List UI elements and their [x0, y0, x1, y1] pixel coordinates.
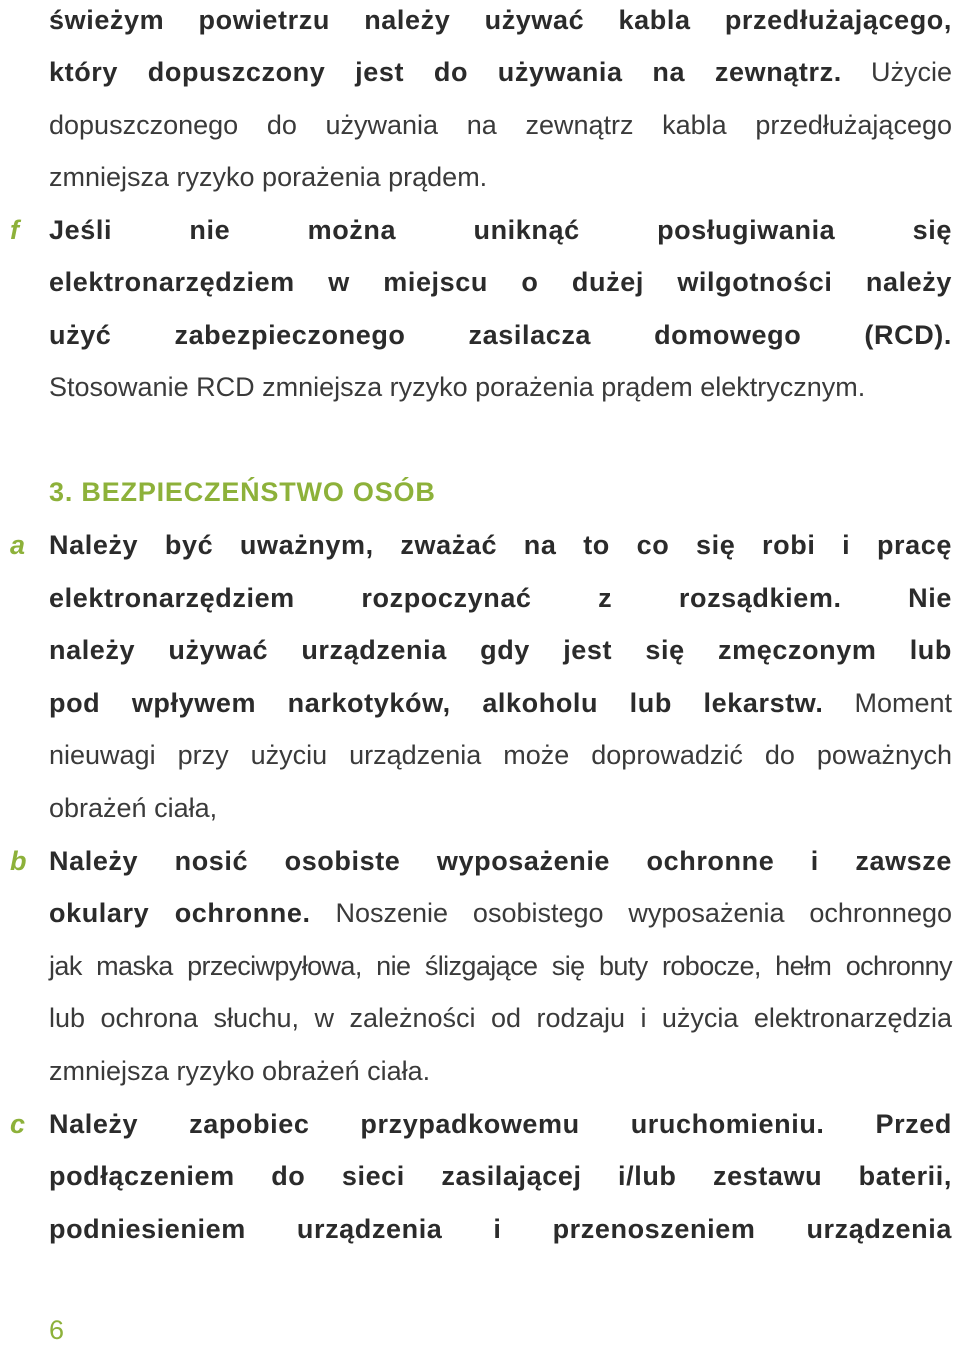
text-line: lub ochrona słuchu, w zależności od rodzaju i użycia elektronarzędzia: [49, 1003, 952, 1033]
text-line: elektronarzędziem w miejscu o dużej wilgotności należy: [49, 267, 952, 297]
bold-text: który dopuszczony jest do używania na zewnątrz.: [49, 57, 842, 87]
text-line: świeżym powietrzu należy używać kabla przedłużającego,: [49, 5, 952, 35]
text-line: obrażeń ciała,: [49, 793, 218, 823]
text-line: zmniejsza ryzyko porażenia prądem.: [49, 162, 488, 192]
bold-text: pod wpływem narkotyków, alkoholu lub lekarstw.: [49, 688, 824, 718]
text-line: podłączeniem do sieci zasilającej i/lub zestawu baterii,: [49, 1161, 952, 1191]
text-line: Stosowanie RCD zmniejsza ryzyko porażenia prądem elektrycznym.: [49, 372, 866, 402]
text-line: [49, 685, 952, 721]
page-number: 6: [49, 1315, 65, 1345]
normal-text: Moment: [823, 688, 952, 718]
section-heading: 3. BEZPIECZEŃSTWO OSÓB: [49, 477, 436, 507]
text-line: Jeśli nie można uniknąć posługiwania się: [49, 215, 952, 245]
text-line: Należy być uważnym, zważać na to co się robi i pracę: [49, 530, 952, 560]
text-line: Należy zapobiec przypadkowemu uruchomieniu. Przed: [49, 1109, 952, 1139]
text-line: zmniejsza ryzyko obrażeń ciała.: [49, 1056, 431, 1086]
text-line: elektronarzędziem rozpoczynać z rozsądkiem. Nie: [49, 583, 952, 613]
text-line: nieuwagi przy użyciu urządzenia może doprowadzić do poważnych: [49, 740, 952, 770]
list-marker: f: [10, 215, 19, 245]
text-line: użyć zabezpieczonego zasilacza domowego (RCD).: [49, 320, 952, 350]
text-line: należy używać urządzenia gdy jest się zmęczonym lub: [49, 635, 952, 665]
normal-text: Noszenie osobistego wyposażenia ochronnego: [310, 898, 952, 928]
text-line: Należy nosić osobiste wyposażenie ochronne i zawsze: [49, 846, 952, 876]
text-line: dopuszczonego do używania na zewnątrz kabla przedłużającego: [49, 110, 952, 140]
normal-text: Użycie: [841, 57, 952, 87]
list-marker: a: [10, 530, 26, 560]
list-marker: c: [10, 1109, 26, 1139]
text-line: jak maska przeciwpyłowa, nie ślizgające się buty robocze, hełm ochronny: [49, 951, 952, 981]
bold-text: okulary ochronne.: [49, 898, 311, 928]
text-line: [49, 895, 952, 931]
text-line: [49, 54, 952, 90]
text-line: podniesieniem urządzenia i przenoszeniem urządzenia: [49, 1214, 952, 1244]
list-marker: b: [10, 846, 27, 876]
